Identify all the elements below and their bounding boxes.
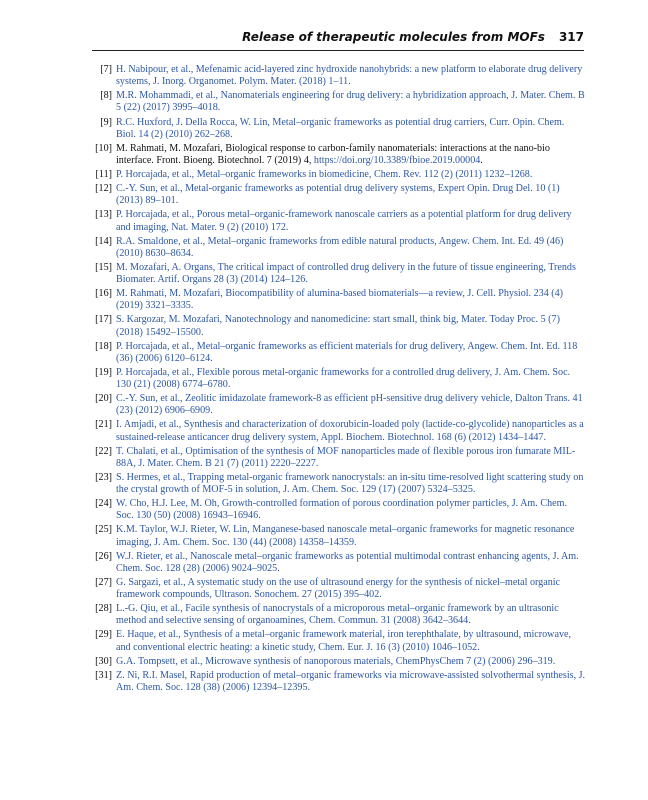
- reference-number: [8]: [100, 90, 112, 102]
- reference-number: [21]: [95, 419, 112, 431]
- running-title: Release of therapeutic molecules from MOFs: [242, 30, 545, 44]
- reference-citation: R.A. Smaldone, et al., Metal–organic frameworks from edible natural products, Angew. Chem. Int. Ed. 49 (46) (2010) 8630–8634.: [116, 235, 564, 259]
- reference-item: [88, 64, 586, 88]
- reference-item: [88, 262, 586, 286]
- reference-number: [16]: [95, 288, 112, 300]
- reference-number: [31]: [95, 669, 112, 681]
- reference-citation: S. Kargozar, M. Mozafari, Nanotechnology and nanomedicine: start small, think big, Mater. Today Proc. 5 (7) (2018) 15492–15500.: [116, 314, 560, 338]
- reference-number: [29]: [95, 629, 112, 641]
- reference-text[interactable]: [116, 419, 586, 443]
- reference-text[interactable]: [116, 90, 586, 114]
- running-header: [92, 30, 584, 51]
- reference-item: [88, 169, 586, 181]
- reference-text[interactable]: [116, 314, 586, 338]
- doi-link[interactable]: https://doi.org/10.3389/fbioe.2019.00004: [313, 154, 481, 166]
- reference-item: [88, 90, 586, 114]
- reference-text[interactable]: [116, 670, 586, 694]
- reference-item: [88, 498, 586, 522]
- reference-item: [88, 524, 586, 548]
- reference-item: [88, 472, 586, 496]
- reference-text[interactable]: [116, 169, 586, 181]
- reference-citation: G. Sargazi, et al., A systematic study on the use of ultrasound energy for the synthesis of nickel–metal organic framework compounds, Ultrason. Sonochem. 27 (2015) 395–402.: [116, 576, 561, 600]
- reference-number: [12]: [95, 183, 112, 195]
- reference-citation: P. Horcajada, et al., Metal–organic frameworks in biomedicine, Chem. Rev. 112 (2) (2011) 1232–1268.: [116, 169, 533, 180]
- reference-citation: C.-Y. Sun, et al., Zeolitic imidazolate framework-8 as efficient pH-sensitive drug delivery vehicle, Dalton Trans. 41 (23) (2012) 6906–6909.: [116, 393, 583, 417]
- reference-item: [88, 393, 586, 417]
- reference-item: [88, 446, 586, 470]
- reference-item: [88, 367, 586, 391]
- reference-number: [15]: [95, 261, 112, 273]
- reference-text[interactable]: [116, 341, 586, 365]
- reference-number: [19]: [95, 366, 112, 378]
- reference-text[interactable]: [116, 498, 586, 522]
- reference-number: [20]: [95, 393, 112, 405]
- reference-number: [17]: [95, 314, 112, 326]
- reference-item: [88, 209, 586, 233]
- reference-citation: E. Haque, et al., Synthesis of a metal–organic framework material, iron terephthalate, by ultrasound, microwave, and conventional electric heating: a kinetic study, Chem. Eur. J. 16 (3) (2010) 1046–1052.: [116, 629, 572, 653]
- reference-item: [88, 419, 586, 443]
- reference-item: [88, 117, 586, 141]
- reference-citation: S. Hermes, et al., Trapping metal-organic framework nanocrystals: an in-situ time-resolved light scattering study on the crystal growth of MOF-5 in solution, J. Am. Chem. Soc. 129 (17) (2007) 5324–5325.: [116, 471, 584, 495]
- reference-number: [13]: [95, 209, 112, 221]
- reference-number: [9]: [100, 116, 112, 128]
- reference-citation: W.J. Rieter, et al., Nanoscale metal–organic frameworks as potential multimodal contrast enhancing agents, J. Am. Chem. Soc. 128 (28) (2006) 9024–9025.: [116, 550, 579, 574]
- reference-text[interactable]: [116, 629, 586, 653]
- reference-item: [88, 629, 586, 653]
- reference-citation: I. Amjadi, et al., Synthesis and characterization of doxorubicin-loaded poly (lactide-co-glycolide) nanoparticles as a sustained-release anticancer drug delivery system, Appl. Biochem. Biotechnol. 168 (6) (2012) 1434–1447.: [116, 419, 584, 443]
- reference-citation: M. Rahmati, M. Mozafari, Biocompatibility of alumina-based biomaterials—a review, J. Cell. Physiol. 234 (4) (2019) 3321–3335.: [116, 288, 564, 312]
- reference-citation: M. Mozafari, A. Organs, The critical impact of controlled drug delivery in the future of tissue engineering, Trends Biomater. Artif. Organs 28 (3) (2014) 124–126.: [116, 261, 576, 285]
- reference-text[interactable]: [116, 367, 586, 391]
- reference-text[interactable]: [116, 262, 586, 286]
- reference-item: [88, 577, 586, 601]
- reference-citation: G.A. Tompsett, et al., Microwave synthesis of nanoporous materials, ChemPhysChem 7 (2) (2006) 296–319.: [116, 655, 556, 667]
- reference-text[interactable]: [116, 656, 586, 668]
- page-number: 317: [558, 30, 584, 44]
- reference-item: [88, 551, 586, 575]
- reference-item: [88, 603, 586, 627]
- reference-text[interactable]: [116, 472, 586, 496]
- reference-item: [88, 143, 586, 167]
- reference-number: [28]: [95, 603, 112, 615]
- reference-list: [88, 64, 586, 696]
- reference-item: [88, 183, 586, 207]
- reference-text[interactable]: [116, 117, 586, 141]
- reference-citation: Z. Ni, R.I. Masel, Rapid production of metal–organic frameworks via microwave-assisted solvothermal synthesis, J. Am. Chem. Soc. 128 (38) (2006) 12394–12395.: [116, 669, 586, 693]
- reference-item: [88, 236, 586, 260]
- reference-number: [7]: [100, 64, 112, 75]
- reference-number: [10]: [95, 142, 112, 154]
- reference-text[interactable]: [116, 64, 586, 88]
- reference-text[interactable]: [116, 446, 586, 470]
- reference-text[interactable]: [116, 209, 586, 233]
- reference-number: [18]: [95, 340, 112, 352]
- reference-text[interactable]: [116, 288, 586, 312]
- reference-number: [11]: [95, 169, 112, 180]
- reference-item: [88, 670, 586, 694]
- reference-item: [88, 656, 586, 668]
- reference-citation: T. Chalati, et al., Optimisation of the synthesis of MOF nanoparticles made of flexible porous iron fumarate MIL-88A, J. Mater. Chem. B 21 (7) (2011) 2220–2227.: [116, 445, 576, 469]
- reference-citation: R.C. Huxford, J. Della Rocca, W. Lin, Metal–organic frameworks as potential drug carriers, Curr. Opin. Chem. Biol. 14 (2) (2010) 262–268.: [116, 116, 565, 140]
- reference-text[interactable]: [116, 236, 586, 260]
- reference-tail: .: [480, 154, 483, 166]
- reference-citation: P. Horcajada, et al., Metal–organic frameworks as efficient materials for drug delivery, Angew. Chem. Int. Ed. 118 (36) (2006) 6120–6124.: [116, 340, 578, 364]
- reference-number: [23]: [95, 471, 112, 483]
- reference-item: [88, 288, 586, 312]
- reference-text: [116, 143, 586, 167]
- reference-citation: P. Horcajada, et al., Flexible porous metal-organic frameworks for a controlled drug delivery, J. Am. Chem. Soc. 130 (21) (2008) 6774–6780.: [116, 366, 571, 390]
- reference-text[interactable]: [116, 393, 586, 417]
- reference-number: [14]: [95, 235, 112, 247]
- reference-text[interactable]: [116, 577, 586, 601]
- reference-citation: M. Rahmati, M. Mozafari, Biological response to carbon-family nanomaterials: interactions at the nano-bio interface. Front. Bioeng. Biotechnol. 7 (2019) 4,: [116, 142, 550, 166]
- reference-text[interactable]: [116, 183, 586, 207]
- reference-text[interactable]: [116, 551, 586, 575]
- reference-number: [26]: [95, 550, 112, 562]
- reference-number: [22]: [95, 445, 112, 457]
- reference-citation: P. Horcajada, et al., Porous metal–organic-framework nanoscale carriers as a potential platform for drug delivery and imaging, Nat. Mater. 9 (2) (2010) 172.: [116, 209, 572, 233]
- reference-text[interactable]: [116, 603, 586, 627]
- reference-text[interactable]: [116, 524, 586, 548]
- reference-number: [30]: [95, 655, 112, 667]
- reference-citation: M.R. Mohammadi, et al., Nanomaterials engineering for drug delivery: a hybridization approach, J. Mater. Chem. B 5 (22) (2017) 3995–4018.: [116, 90, 585, 114]
- reference-number: [25]: [95, 524, 112, 536]
- reference-citation: H. Nabipour, et al., Mefenamic acid-layered zinc hydroxide nanohybrids: a new platform to elaborate drug delivery systems, J. Inorg. Organomet. Polym. Mater. (2018) 1–11.: [116, 64, 583, 88]
- reference-number: [24]: [95, 498, 112, 510]
- reference-citation: C.-Y. Sun, et al., Metal-organic frameworks as potential drug delivery systems, Expert Opin. Drug Del. 10 (1) (2013) 89–101.: [116, 183, 560, 207]
- reference-number: [27]: [95, 576, 112, 588]
- reference-citation: K.M. Taylor, W.J. Rieter, W. Lin, Manganese-based nanoscale metal–organic frameworks for magnetic resonance imaging, J. Am. Chem. Soc. 130 (44) (2008) 14358–14359.: [116, 524, 575, 548]
- reference-citation: W. Cho, H.J. Lee, M. Oh, Growth-controlled formation of porous coordination polymer particles, J. Am. Chem. Soc. 130 (50) (2008) 16943–16946.: [116, 498, 567, 522]
- reference-citation: L.-G. Qiu, et al., Facile synthesis of nanocrystals of a microporous metal–organic framework by an ultrasonic method and selective sensing of organoamines, Chem. Commun. 31 (2008) 3642–3644.: [116, 603, 559, 627]
- reference-item: [88, 314, 586, 338]
- reference-item: [88, 341, 586, 365]
